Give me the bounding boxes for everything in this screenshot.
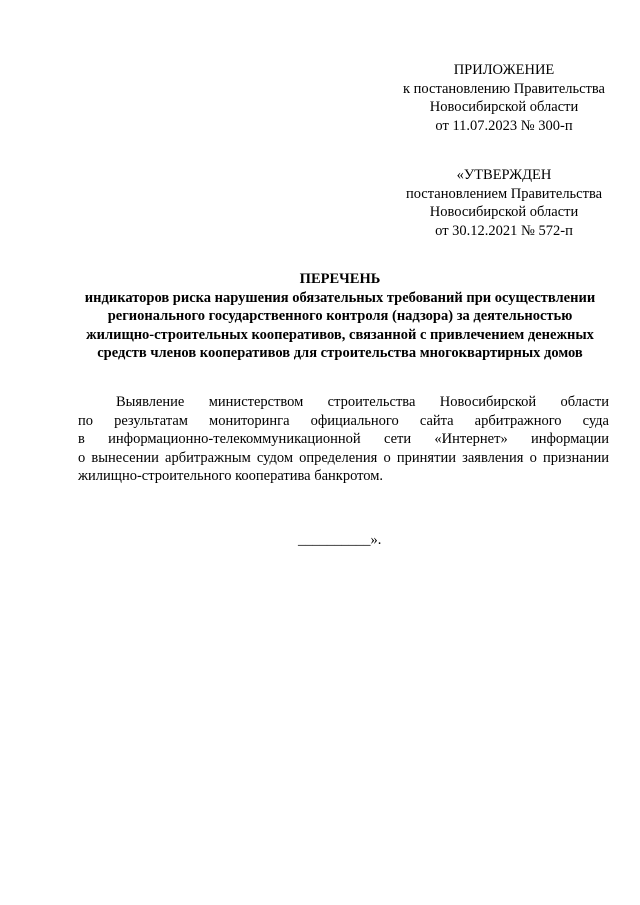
body-line-4: о вынесении арбитражным судом определения о принятии заявления о признании <box>78 449 609 466</box>
title-line-1: индикаторов риска нарушения обязательных требований при осуществлении <box>84 289 596 306</box>
appendix-header <box>380 61 628 135</box>
appendix-region: Новосибирской области <box>429 99 579 115</box>
body-paragraph <box>78 393 609 486</box>
body-line-1: Выявление министерством строительства Новосибирской области <box>116 394 609 410</box>
approved-region: Новосибирской области <box>429 204 579 220</box>
appendix-date-number: от 11.07.2023 № 300-п <box>435 117 573 134</box>
appendix-title: ПРИЛОЖЕНИЕ <box>453 62 555 78</box>
body-line-5: жилищно-строительного кооператива банкротом. <box>78 468 384 484</box>
title-line-3: жилищно-строительных кооперативов, связанной с привлечением денежных <box>86 326 594 343</box>
body-line-2: по результатам мониторинга официального сайта арбитражного суда <box>78 412 609 429</box>
body-line-3: в информационно-телекоммуникационной сети «Интернет» информации <box>78 431 609 447</box>
approved-date-number: от 30.12.2021 № 572-п <box>435 222 573 239</box>
approved-resolution-ref: постановлением Правительства <box>405 185 603 202</box>
title-heading: ПЕРЕЧЕНЬ <box>299 271 381 287</box>
document-title <box>60 270 620 363</box>
closing-underline: __________». <box>298 532 382 548</box>
appendix-resolution-ref: к постановлению Правительства <box>403 80 605 97</box>
approved-title: «УТВЕРЖДЕН <box>456 167 552 183</box>
title-line-2: регионального государственного контроля (надзора) за деятельностью <box>107 308 573 324</box>
title-line-4: средств членов кооперативов для строительства многоквартирных домов <box>97 345 583 361</box>
approved-stamp-block <box>380 166 628 240</box>
